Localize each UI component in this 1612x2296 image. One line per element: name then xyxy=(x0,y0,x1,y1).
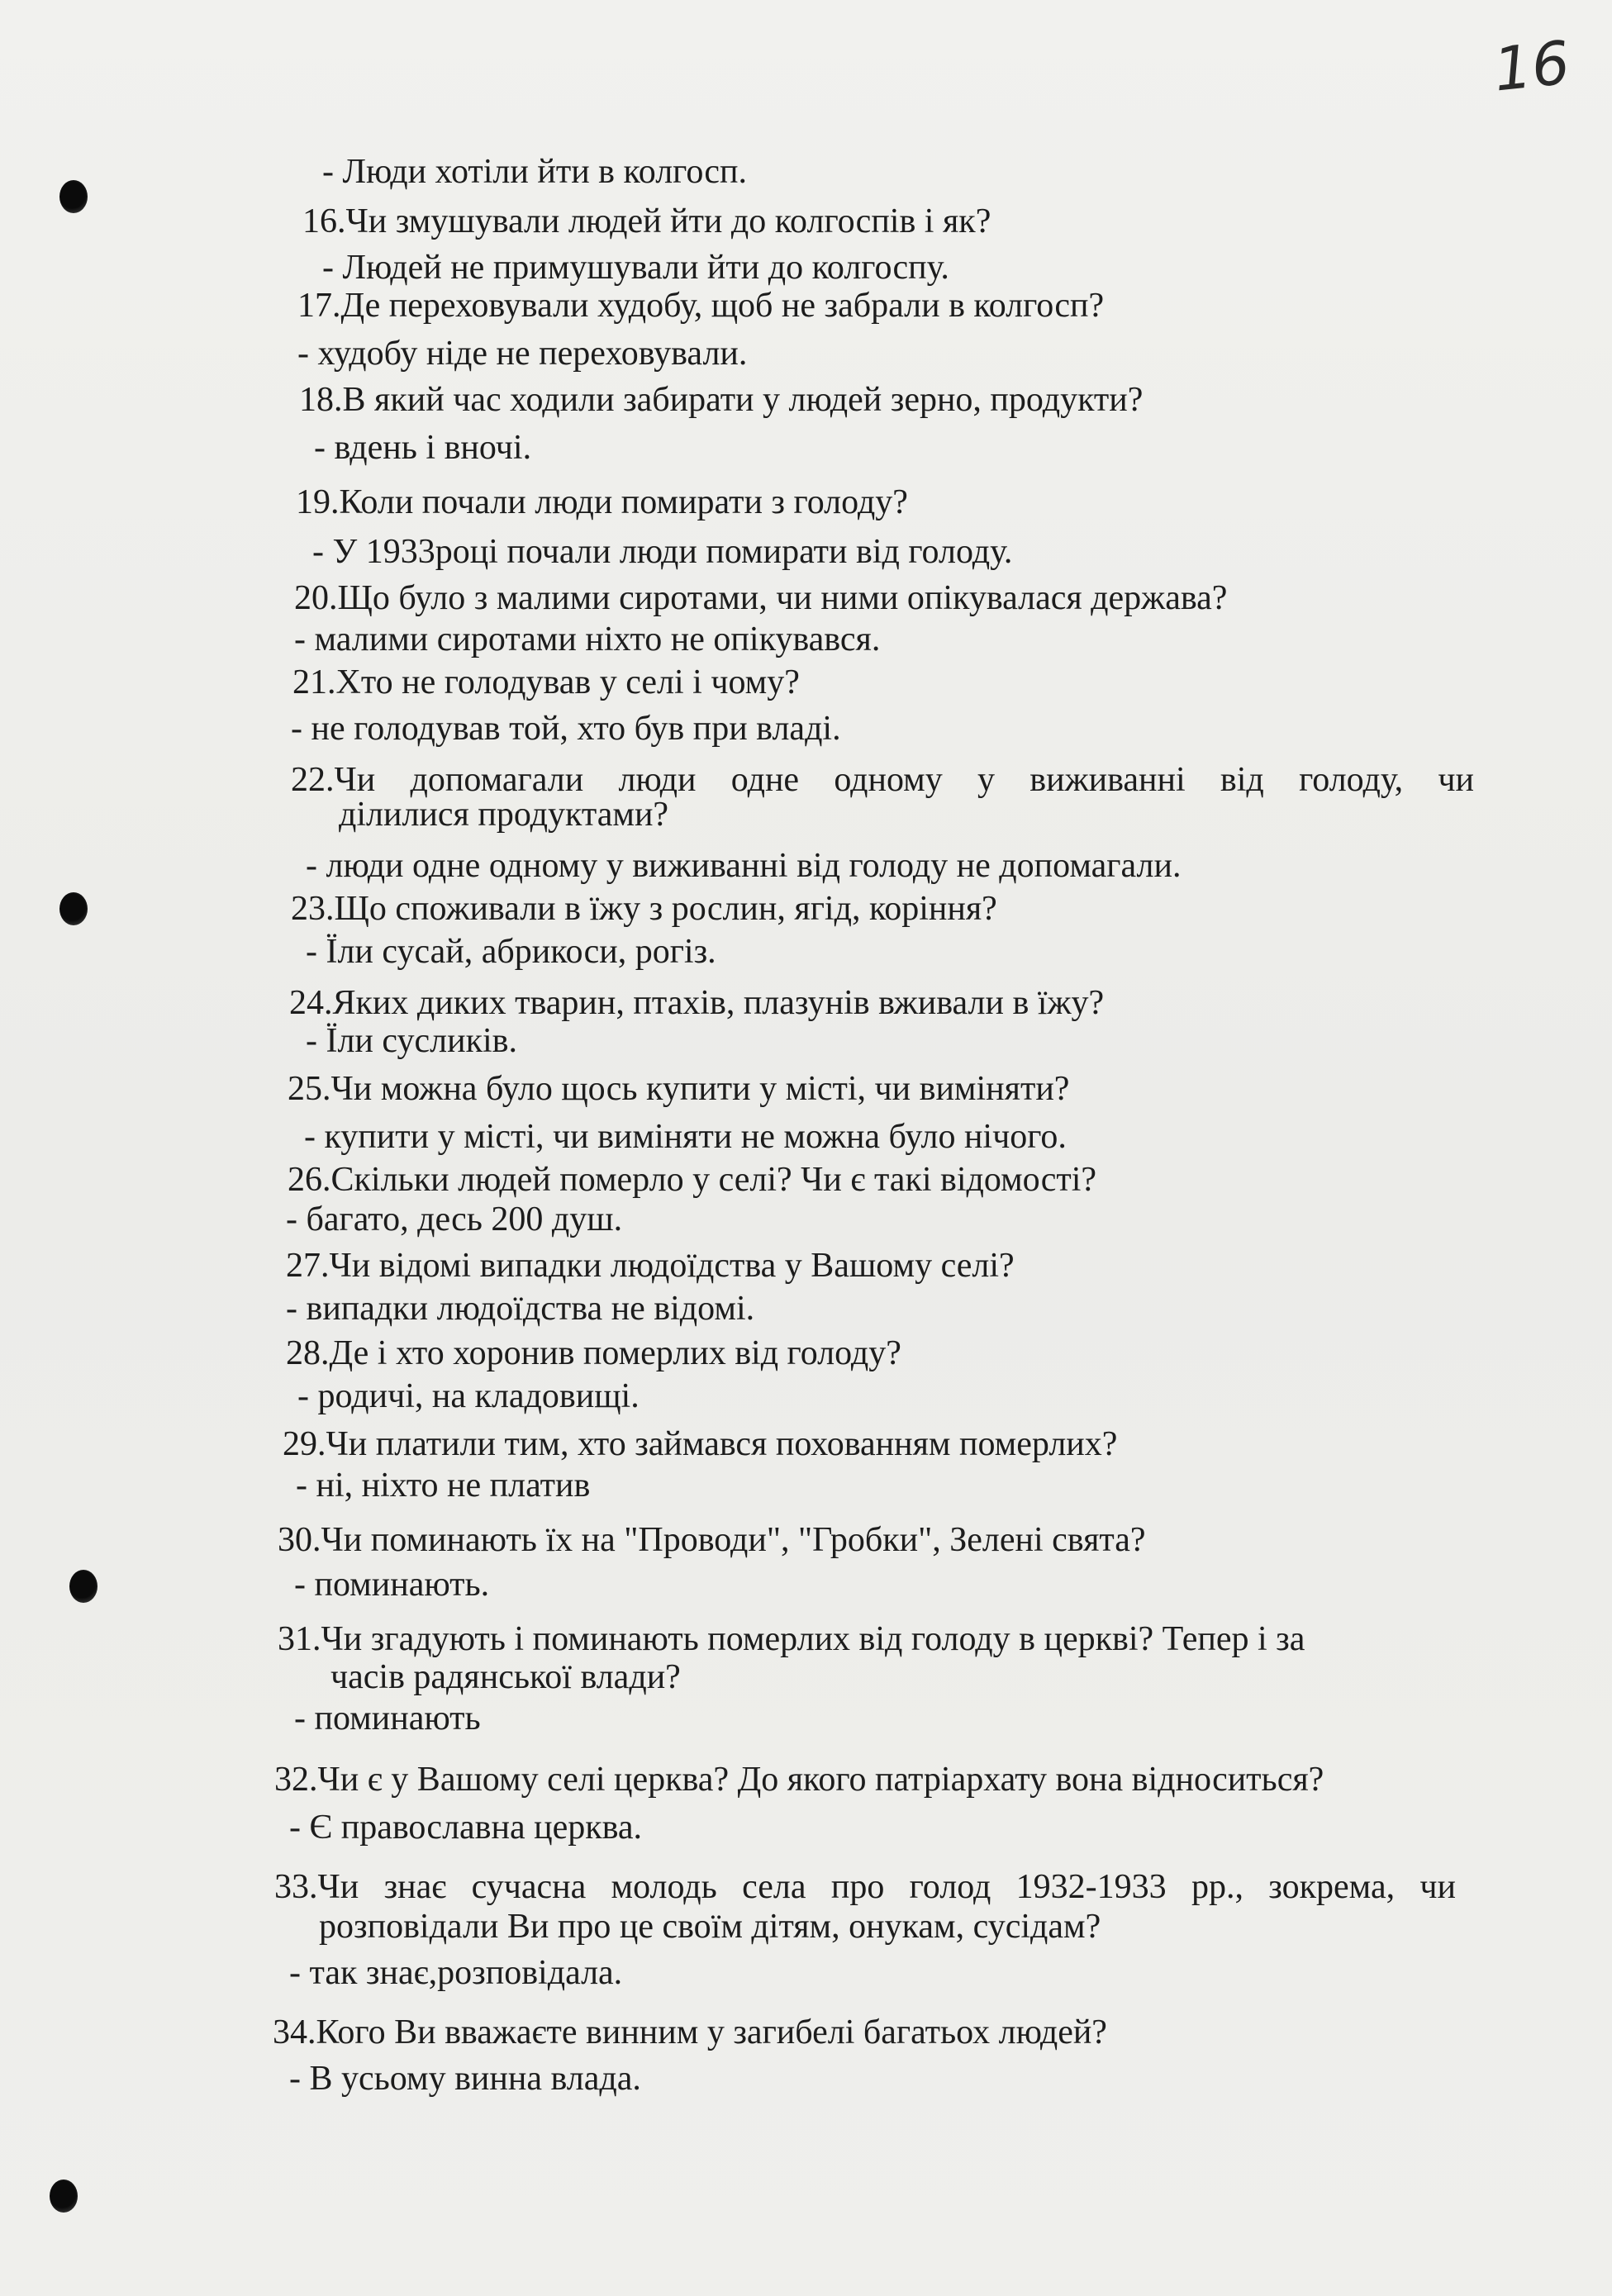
answer-line: - Їли сусай, абрикоси, рогіз. xyxy=(306,933,716,971)
punch-hole xyxy=(69,1570,97,1603)
question-line: 20.Що було з малими сиротами, чи ними опікувалася держава? xyxy=(294,579,1228,617)
question-line-continuation: розповідали Ви про це своїм дітям, онукам, сусідам? xyxy=(319,1908,1101,1946)
question-line: 33.Чи знає сучасна молодь села про голод 1932-1933 рр., зокрема, чи xyxy=(274,1868,1456,1906)
question-line: 31.Чи згадують і поминають померлих від голоду в церкві? Тепер і за xyxy=(278,1620,1305,1658)
answer-line: - В усьому винна влада. xyxy=(289,2060,641,2098)
answer-line: - люди одне одному у виживанні від голоду не допомагали. xyxy=(306,847,1182,885)
question-line: 18.В який час ходили забирати у людей зерно, продукти? xyxy=(299,381,1144,419)
answer-line: - вдень і вночі. xyxy=(314,429,532,467)
punch-hole xyxy=(59,180,88,213)
question-line: 17.Де переховували худобу, щоб не забрали в колгосп? xyxy=(297,287,1105,325)
answer-line: - не голодував той, хто був при владі. xyxy=(291,710,841,748)
answer-line: - ні, ніхто не платив xyxy=(296,1466,591,1505)
answer-line: - Є православна церква. xyxy=(289,1809,643,1847)
question-line-continuation: часів радянської влади? xyxy=(330,1658,681,1696)
answer-line: - випадки людоїдства не відомі. xyxy=(286,1290,755,1328)
answer-line: - поминають xyxy=(294,1699,481,1737)
question-line: 22.Чи допомагали люди одне одному у виживанні від голоду, чи xyxy=(291,761,1474,799)
answer-line: - купити у місті, чи виміняти не можна було нічого. xyxy=(304,1118,1067,1156)
question-line: 23.Що споживали в їжу з рослин, ягід, коріння? xyxy=(291,890,997,928)
answer-line: - худобу ніде не переховували. xyxy=(297,335,748,373)
punch-hole xyxy=(59,892,88,925)
answer-line: - малими сиротами ніхто не опікувався. xyxy=(294,620,881,658)
answer-line: - багато, десь 200 душ. xyxy=(286,1200,623,1238)
question-line: 29.Чи платили тим, хто займався похованням померлих? xyxy=(283,1425,1118,1463)
answer-line: - Люди хотіли йти в колгосп. xyxy=(322,153,748,191)
question-line: 21.Хто не голодував у селі і чому? xyxy=(292,663,800,701)
question-line-continuation: ділилися продуктами? xyxy=(339,796,669,834)
question-line: 16.Чи змушували людей йти до колгоспів і як? xyxy=(302,202,991,240)
page-number: 16 xyxy=(1490,27,1573,105)
question-line: 19.Коли почали люди помирати з голоду? xyxy=(296,483,908,521)
question-line: 24.Яких диких тварин, птахів, плазунів вживали в їжу? xyxy=(289,984,1105,1022)
question-line: 30.Чи поминають їх на "Проводи", "Гробки", Зелені свята? xyxy=(278,1521,1146,1559)
question-line: 26.Скільки людей померло у селі? Чи є такі відомості? xyxy=(288,1161,1097,1199)
answer-line: - так знає,розповідала. xyxy=(289,1954,623,1992)
answer-line: - У 1933році почали люди помирати від голоду. xyxy=(312,533,1013,571)
question-line: 27.Чи відомі випадки людоїдства у Вашому селі? xyxy=(286,1247,1015,1285)
question-line: 25.Чи можна було щось купити у місті, чи виміняти? xyxy=(288,1070,1070,1108)
question-line: 28.Де і хто хоронив померлих від голоду? xyxy=(286,1334,901,1372)
answer-line: - Їли сусликів. xyxy=(306,1022,517,1060)
answer-line: - родичі, на кладовищі. xyxy=(297,1377,640,1415)
punch-hole xyxy=(50,2180,78,2213)
answer-line: - Людей не примушували йти до колгоспу. xyxy=(322,249,949,287)
question-line: 34.Кого Ви вважаєте винним у загибелі багатьох людей? xyxy=(273,2013,1107,2051)
answer-line: - поминають. xyxy=(294,1566,490,1604)
question-line: 32.Чи є у Вашому селі церква? До якого патріархату вона відноситься? xyxy=(274,1761,1324,1799)
